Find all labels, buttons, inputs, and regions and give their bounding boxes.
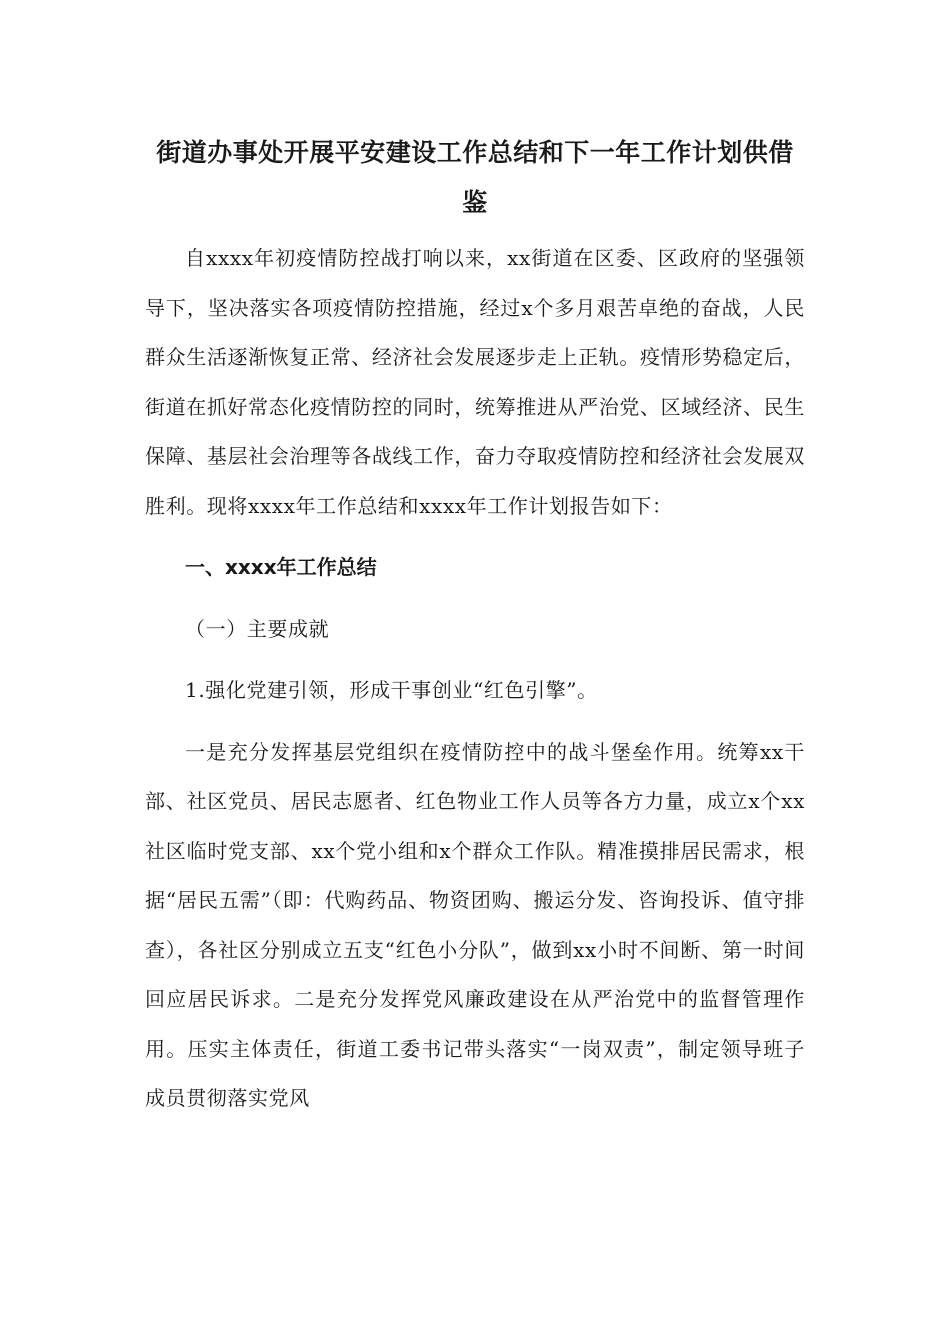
document-title: 街道办事处开展平安建设工作总结和下一年工作计划供借鉴 xyxy=(156,138,794,217)
intro-paragraph: 自xxxx年初疫情防控战打响以来，xx街道在区委、区政府的坚强领导下，坚决落实各项疫情防控措施，经过x个多月艰苦卓绝的奋战，人民群众生活逐渐恢复正常、经济社会发展逐步走上正轨。疫情形势稳定后，街道在抓好常态化疫情防控的同时，统筹推进从严治党、区域经济、民生保障、基层社会治理等各战线工作，奋力夺取疫情防控和经济社会发展双胜利。现将xxxx年工作总结和xxxx年工作计划报告如下： xyxy=(145,246,805,518)
section-heading-work-summary: 一、xxxx年工作总结 xyxy=(185,555,377,579)
document-page xyxy=(145,128,805,1124)
item-paragraph-party-building: 一是充分发挥基层党组织在疫情防控中的战斗堡垒作用。统筹xx干部、社区党员、居民志愿者、红色物业工作人员等各方力量，成立x个xx社区临时党支部、xx个党小组和x个群众工作队。精准摸排居民需求，根据“居民五需”（即：代购药品、物资团购、搬运分发、咨询投诉、值守排查），各社区分别成立五支“红色小分队”，做到xx小时不间断、第一时间回应居民诉求。二是充分发挥党风廉政建设在从严治党中的监督管理作用。压实主体责任，街道工委书记带头落实“一岗双责”，制定领导班子成员贯彻落实党风 xyxy=(145,739,805,1110)
subsection-heading-achievements: （一）主要成就 xyxy=(185,616,330,641)
item-heading-party-building: 1.强化党建引领，形成干事创业“红色引擎”。 xyxy=(185,678,598,702)
